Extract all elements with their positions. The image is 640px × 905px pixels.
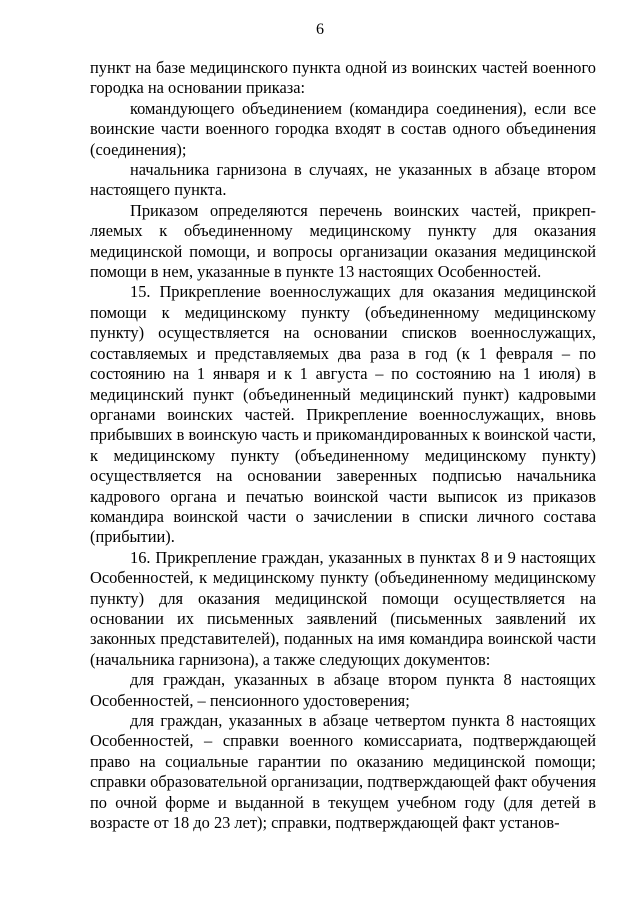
paragraph-continuation: пункт на базе медицинского пункта одной из воинских частей военного городка на основании приказа: [90, 58, 596, 98]
paragraph-garrison-clause: начальника гарнизона в случаях, не указанных в абзаце втором настоящего пункта. [90, 160, 596, 200]
paragraph-item-15: 15. Прикрепление военнослужащих для оказания медицинской помощи к медицинскому пункту (объединенному медицинскому пункту) осуществляется на основании списков военнослужащих, составляемых и представляемых два раза в год (к 1 февраля – по состоянию на 1 января и к 1 августа – по состоянию на 1 июля) в медицинский пункт (объединенный медицинский пункт) кадровыми органами воинских частей. Прикрепление военнослужащих, вновь прибывших в воинскую часть и прикомандированных к воинской части, к медицинскому пункту (объединенному медицинскому пункту) осуществляется на основании заверенных подписью начальника кадрового органа и печатью воинской части выписок из приказов командира воинской части о зачислении в списки личного состава (прибытии). [90, 282, 596, 547]
document-body [90, 58, 596, 833]
paragraph-pension-certificate: для граждан, указанных в абзаце втором пункта 8 настоящих Особенностей, – пенсионного удостоверения; [90, 670, 596, 710]
paragraph-commander-clause: командующего объединением (командира соединения), если все воинские части военного городка входят в состав одного объединения (соединения); [90, 98, 596, 159]
page-number: 6 [316, 21, 324, 38]
paragraph-item-16: 16. Прикрепление граждан, указанных в пунктах 8 и 9 настоящих Особенностей, к медицинскому пункту (объединенному медицинскому пункту) для оказания медицинской помощи осуществляется на основании их письменных заявлений (письменных заявлений их законных представителей), поданных на имя командира воинской части (начальника гарнизона), а также следующих документов: [90, 547, 596, 669]
paragraph-commissariat-certificate: для граждан, указанных в абзаце четвертом пункта 8 настоящих Особенностей, – справки военного комиссариата, подтверждающей право на социальные гарантии по оказанию медицинской помощи; справки образовательной организации, подтверждающей факт обучения по очной форме и выданной в текущем учебном году (для детей в возрасте от 18 до 23 лет); справки, подтверждающей факт установ- [90, 711, 596, 833]
paragraph-order-content: Приказом определяются перечень воинских частей, прикрепляемых к объединенному медицинскому пункту для оказания медицинской помощи, и вопросы организации оказания медицинской помощи в нем, указанные в пункте 13 настоящих Особенностей. [90, 200, 596, 282]
